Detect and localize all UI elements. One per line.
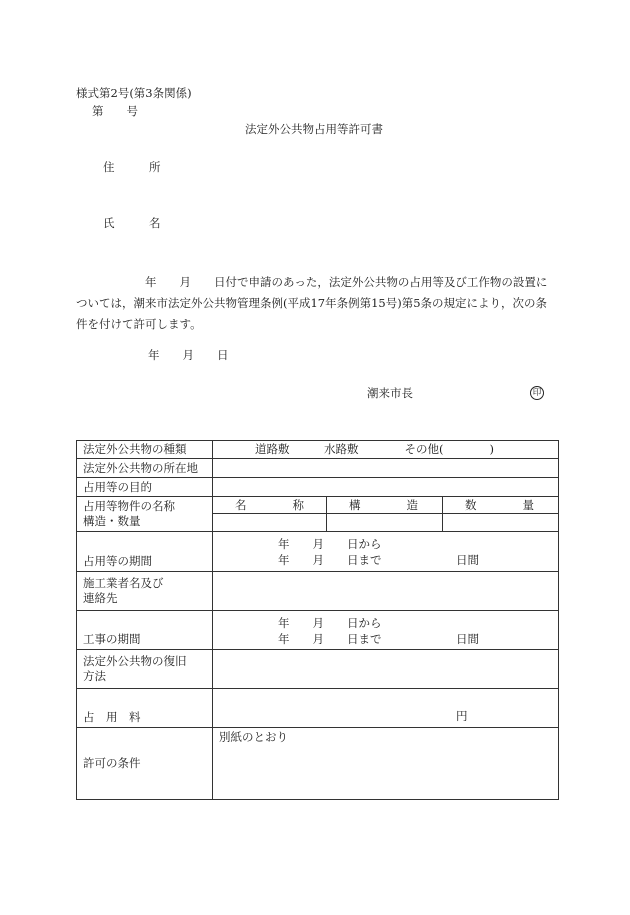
period-from: 年 月 日から: [278, 537, 382, 552]
restore-label-line-1: 法定外公共物の復旧: [83, 654, 187, 669]
fee-label: 占 用 料: [77, 689, 213, 728]
restore-value: [213, 650, 559, 689]
body-line-2: ついては，潮来市法定外公共物管理条例(平成17年条例第15号)第5条の規定により，次の条: [76, 296, 548, 310]
col-structure-header: 構 造: [327, 497, 443, 514]
col-quantity-header: 数 量: [443, 497, 559, 514]
items-label-line-1: 占用等物件の名称: [83, 499, 175, 514]
type-options: 道路敷 水路敷 その他( ): [213, 441, 559, 459]
items-label: [77, 497, 213, 532]
row-type: [77, 441, 559, 459]
restore-label: [77, 650, 213, 689]
period-label: 占用等の期間: [77, 532, 213, 571]
row-work-period: [77, 610, 559, 649]
row-fee: [77, 689, 559, 728]
form-number: 様式第2号(第3条関係): [76, 86, 192, 100]
row-items-header: [77, 497, 559, 514]
item-name-value: [213, 514, 327, 532]
work-period-label: 工事の期間: [77, 610, 213, 649]
purpose-value: [213, 478, 559, 497]
row-restore: [77, 650, 559, 689]
address-label: 住 所: [103, 160, 161, 174]
row-conditions: [77, 728, 559, 800]
fee-unit: 円: [456, 709, 468, 724]
body-line-1: 年 月 日付で申請のあった，法定外公共物の占用等及び工作物の設置に: [76, 275, 548, 289]
fee-value: [213, 689, 559, 728]
item-quantity-value: [443, 514, 559, 532]
body-paragraph: [76, 272, 558, 335]
document-title: 法定外公共物占用等許可書: [245, 122, 383, 136]
contractor-value: [213, 571, 559, 610]
location-value: [213, 459, 559, 478]
contractor-label: [77, 571, 213, 610]
signer-title: 潮来市長: [367, 386, 413, 400]
items-label-line-2: 構造・数量: [83, 514, 141, 529]
name-label: 氏 名: [103, 216, 161, 230]
work-from: 年 月 日から: [278, 615, 382, 630]
period-value: [213, 532, 559, 571]
purpose-label: 占用等の目的: [77, 478, 213, 497]
type-label: 法定外公共物の種類: [77, 441, 213, 459]
period-to: 年 月 日まで: [278, 553, 382, 568]
item-structure-value: [327, 514, 443, 532]
conditions-label: 許可の条件: [77, 728, 213, 800]
location-label: 法定外公共物の所在地: [77, 459, 213, 478]
row-purpose: [77, 478, 559, 497]
col-name-header: 名 称: [213, 497, 327, 514]
issue-date: 年 月 日: [148, 348, 229, 362]
work-to: 年 月 日まで: [278, 631, 382, 646]
seal-mark: 印: [530, 386, 544, 400]
work-period-value: [213, 610, 559, 649]
period-days: 日間: [456, 553, 479, 568]
document-number: 第 号: [92, 104, 138, 118]
row-period: [77, 532, 559, 571]
permit-table: [76, 440, 559, 800]
contractor-label-line-2: 連絡先: [83, 590, 118, 605]
body-line-3: 件を付けて許可します。: [76, 317, 202, 331]
restore-label-line-2: 方法: [83, 669, 106, 684]
row-location: [77, 459, 559, 478]
row-contractor: [77, 571, 559, 610]
contractor-label-line-1: 施工業者名及び: [83, 575, 164, 590]
work-days: 日間: [456, 631, 479, 646]
conditions-value: 別紙のとおり: [213, 728, 559, 800]
